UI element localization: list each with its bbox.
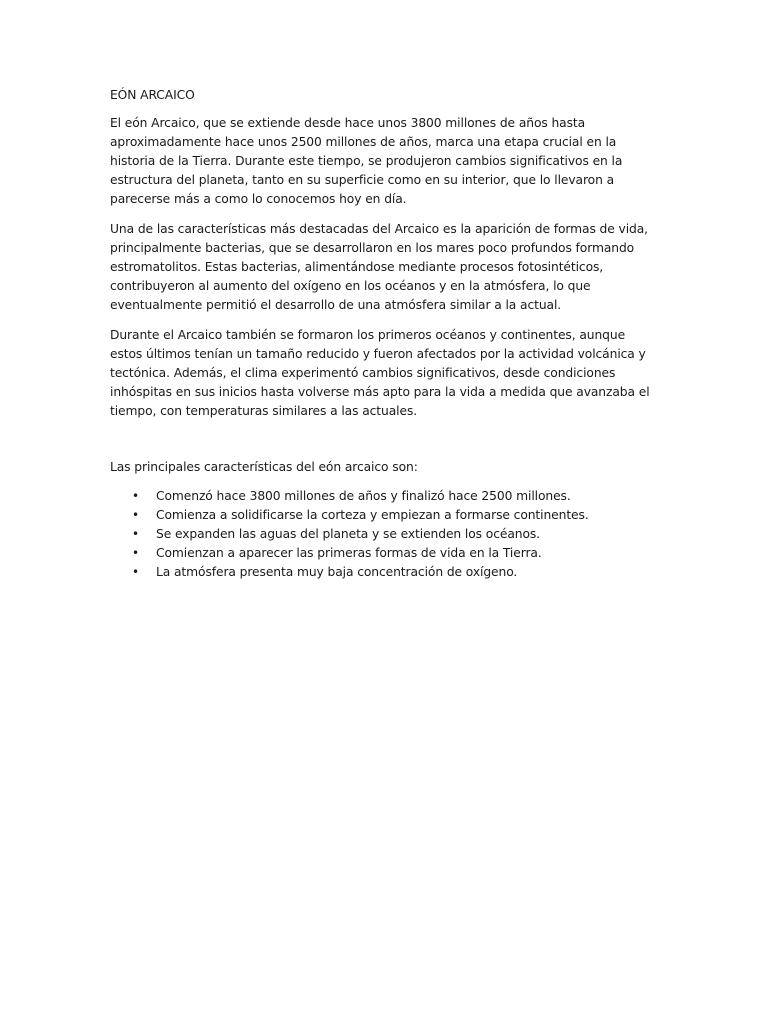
bullet-icon: • bbox=[132, 546, 139, 560]
list-item-text: Comienzan a aparecer las primeras formas de vida en la Tierra. bbox=[156, 546, 542, 560]
characteristics-list bbox=[110, 487, 656, 582]
list-item bbox=[110, 506, 656, 525]
bullet-icon: • bbox=[132, 565, 139, 579]
list-item-text: Comienza a solidificarse la corteza y empiezan a formarse continentes. bbox=[156, 508, 589, 522]
bullet-icon: • bbox=[132, 508, 139, 522]
bullet-icon: • bbox=[132, 527, 139, 541]
paragraph-3: Durante el Arcaico también se formaron los primeros océanos y continentes, aunque estos últimos tenían un tamaño reducido y fueron afectados por la actividad volcánica y tectónica. Además, el clima experimentó cambios significativos, desde condiciones inhóspitas en sus inicios hasta volverse más apto para la vida a medida que avanzaba el tiempo, con temperaturas similares a las actuales. bbox=[110, 328, 650, 418]
document-title: EÓN ARCAICO bbox=[110, 88, 195, 102]
list-item bbox=[110, 525, 656, 544]
document-body bbox=[110, 86, 656, 582]
list-item-text: La atmósfera presenta muy baja concentración de oxígeno. bbox=[156, 565, 518, 579]
list-intro: Las principales características del eón arcaico son: bbox=[110, 460, 418, 474]
paragraph-2: Una de las características más destacadas del Arcaico es la aparición de formas de vida, principalmente bacterias, que se desarrollaron en los mares poco profundos formando estromatolitos. Estas bacterias, alimentándose mediante procesos fotosintéticos, contribuyeron al aumento del oxígeno en los océanos y en la atmósfera, lo que eventualmente permitió el desarrollo de una atmósfera similar a la actual. bbox=[110, 222, 648, 312]
list-item-text: Comenzó hace 3800 millones de años y finalizó hace 2500 millones. bbox=[156, 489, 571, 503]
bullet-icon: • bbox=[132, 489, 139, 503]
list-item bbox=[110, 563, 656, 582]
list-item-text: Se expanden las aguas del planeta y se extienden los océanos. bbox=[156, 527, 540, 541]
list-item bbox=[110, 487, 656, 506]
blank-line bbox=[110, 432, 656, 458]
paragraph-1: El eón Arcaico, que se extiende desde hace unos 3800 millones de años hasta aproximadamente hace unos 2500 millones de años, marca una etapa crucial en la historia de la Tierra. Durante este tiempo, se produjeron cambios significativos en la estructura del planeta, tanto en su superficie como en su interior, que lo llevaron a parecerse más a como lo conocemos hoy en día. bbox=[110, 116, 623, 206]
list-item bbox=[110, 544, 656, 563]
